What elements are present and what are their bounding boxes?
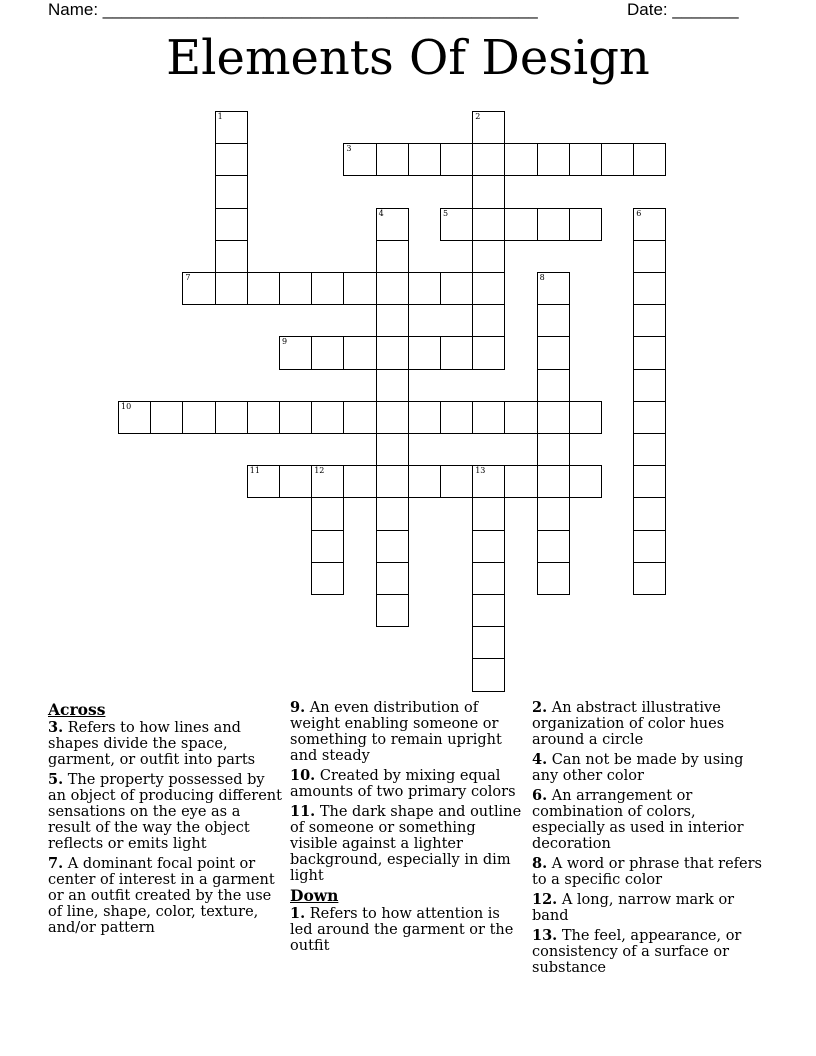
clue-number: 5. xyxy=(48,771,64,788)
clue-number: 12. xyxy=(532,891,558,908)
grid-cell[interactable] xyxy=(343,143,376,176)
clue-text: The feel, appearance, or consistency of a surface or substance xyxy=(532,928,742,976)
clue-number: 4. xyxy=(532,751,548,768)
clue-number: 9. xyxy=(290,699,306,716)
grid-cell[interactable] xyxy=(376,208,409,241)
grid-cell[interactable] xyxy=(537,497,570,530)
grid-cell[interactable] xyxy=(279,401,312,434)
clue-text: Created by mixing equal amounts of two primary colors xyxy=(290,768,516,800)
clue-text: The property possessed by an object of producing different sensations on the eye as a result of the way the object reflects or emits light xyxy=(48,772,282,852)
grid-cell[interactable] xyxy=(472,143,505,176)
grid-cell[interactable] xyxy=(472,401,505,434)
clue-number-label: 10 xyxy=(121,401,132,411)
grid-cell[interactable] xyxy=(408,143,441,176)
grid-cell[interactable] xyxy=(472,465,505,498)
clue-number-label: 4 xyxy=(378,208,384,218)
clue-across-9 xyxy=(290,700,525,764)
clue-text: A long, narrow mark or band xyxy=(532,892,735,924)
clue-number-label: 3 xyxy=(346,144,352,154)
grid-cell[interactable] xyxy=(279,336,312,369)
grid-cell[interactable] xyxy=(215,272,248,305)
grid-cell[interactable] xyxy=(311,272,344,305)
grid-cell[interactable] xyxy=(472,240,505,273)
grid-cell[interactable] xyxy=(633,433,666,466)
grid-cell[interactable] xyxy=(376,304,409,337)
clues-column-3 xyxy=(532,700,767,980)
grid-cell[interactable] xyxy=(215,401,248,434)
grid-cell[interactable] xyxy=(569,465,602,498)
clue-number-label: 7 xyxy=(185,273,191,282)
grid-cell[interactable] xyxy=(376,562,409,595)
clue-number: 7. xyxy=(48,855,64,872)
grid-cell[interactable] xyxy=(182,401,215,434)
grid-cell[interactable] xyxy=(633,240,666,273)
grid-cell[interactable] xyxy=(376,143,409,176)
grid-cell[interactable] xyxy=(408,401,441,434)
grid-cell[interactable] xyxy=(569,143,602,176)
grid-cell[interactable] xyxy=(633,143,666,176)
grid-cell[interactable] xyxy=(633,465,666,498)
grid-cell[interactable] xyxy=(215,111,248,144)
grid-cell[interactable] xyxy=(504,208,537,241)
grid-cell[interactable] xyxy=(376,401,409,434)
grid-cell[interactable] xyxy=(633,401,666,434)
clue-across-11 xyxy=(290,804,525,884)
grid-cell[interactable] xyxy=(376,594,409,627)
grid-cell[interactable] xyxy=(376,369,409,402)
grid-cell[interactable] xyxy=(472,272,505,305)
grid-cell[interactable] xyxy=(440,465,473,498)
clue-text: A dominant focal point or center of interest in a garment or an outfit created by the use of line, shape, color, texture, and/or pattern xyxy=(48,856,275,936)
grid-cell[interactable] xyxy=(343,401,376,434)
clue-text: Can not be made by using any other color xyxy=(532,752,744,784)
grid-cell[interactable] xyxy=(472,111,505,144)
clue-number: 11. xyxy=(290,803,316,820)
clue-number: 2. xyxy=(532,699,548,716)
grid-cell[interactable] xyxy=(215,175,248,208)
grid-cell[interactable] xyxy=(472,658,505,691)
clue-number-label: 9 xyxy=(282,337,288,347)
grid-cell[interactable] xyxy=(504,465,537,498)
clue-number-label: 2 xyxy=(475,112,481,121)
clue-number: 3. xyxy=(48,719,64,736)
grid-cell[interactable] xyxy=(633,304,666,337)
clues-column-2 xyxy=(290,700,525,958)
clue-text: An abstract illustrative organization of color hues around a circle xyxy=(532,700,725,748)
clue-text: A word or phrase that refers to a specific color xyxy=(532,856,762,888)
grid-cell[interactable] xyxy=(472,175,505,208)
grid-cell[interactable] xyxy=(247,465,280,498)
clue-down-4 xyxy=(532,752,767,784)
grid-cell[interactable] xyxy=(408,336,441,369)
grid-cell[interactable] xyxy=(311,562,344,595)
grid-cell[interactable] xyxy=(537,369,570,402)
grid-cell[interactable] xyxy=(440,401,473,434)
grid-cell[interactable] xyxy=(247,401,280,434)
grid-cell[interactable] xyxy=(472,336,505,369)
grid-cell[interactable] xyxy=(537,562,570,595)
clue-down-8 xyxy=(532,856,767,888)
clue-number: 6. xyxy=(532,787,548,804)
clues-column-1 xyxy=(48,700,283,940)
grid-cell[interactable] xyxy=(343,272,376,305)
grid-cell[interactable] xyxy=(150,401,183,434)
grid-cell[interactable] xyxy=(440,272,473,305)
grid-cell[interactable] xyxy=(311,401,344,434)
grid-cell[interactable] xyxy=(504,143,537,176)
grid-cell[interactable] xyxy=(440,143,473,176)
clue-text: An arrangement or combination of colors, especially as used in interior decoration xyxy=(532,788,744,852)
clue-down-13 xyxy=(532,928,767,976)
grid-cell[interactable] xyxy=(311,497,344,530)
grid-cell[interactable] xyxy=(440,336,473,369)
grid-cell[interactable] xyxy=(569,401,602,434)
grid-cell[interactable] xyxy=(633,208,666,241)
grid-cell[interactable] xyxy=(633,369,666,402)
clue-down-6 xyxy=(532,788,767,852)
grid-cell[interactable] xyxy=(537,401,570,434)
clue-number: 1. xyxy=(290,905,306,922)
page-title: Elements Of Design xyxy=(166,30,650,86)
clue-down-2 xyxy=(532,700,767,748)
grid-cell[interactable] xyxy=(601,143,634,176)
grid-cell[interactable] xyxy=(279,465,312,498)
grid-cell[interactable] xyxy=(537,143,570,176)
grid-cell[interactable] xyxy=(118,401,151,434)
date-field: Date: _______ xyxy=(627,0,739,19)
clue-number-label: 1 xyxy=(217,112,223,121)
grid-cell[interactable] xyxy=(633,562,666,595)
grid-cell[interactable] xyxy=(472,626,505,659)
grid-cell[interactable] xyxy=(633,497,666,530)
grid-cell[interactable] xyxy=(343,336,376,369)
grid-cell[interactable] xyxy=(279,272,312,305)
clue-down-12 xyxy=(532,892,767,924)
down-heading: Down xyxy=(290,886,339,905)
grid-cell[interactable] xyxy=(537,465,570,498)
grid-cell[interactable] xyxy=(376,272,409,305)
clue-across-10 xyxy=(290,768,525,800)
clue-number-label: 12 xyxy=(314,466,325,476)
clue-across-7 xyxy=(48,856,283,936)
grid-cell[interactable] xyxy=(472,304,505,337)
clue-across-3 xyxy=(48,720,283,768)
grid-cell[interactable] xyxy=(311,336,344,369)
grid-cell[interactable] xyxy=(215,240,248,273)
grid-cell[interactable] xyxy=(472,594,505,627)
grid-cell[interactable] xyxy=(376,433,409,466)
grid-cell[interactable] xyxy=(376,530,409,563)
clue-text: The dark shape and outline of someone or something visible against a lighter background, especially in dim light xyxy=(290,804,522,884)
grid-cell[interactable] xyxy=(537,530,570,563)
clue-number-label: 5 xyxy=(443,208,449,218)
grid-cell[interactable] xyxy=(569,208,602,241)
grid-cell[interactable] xyxy=(376,465,409,498)
grid-cell[interactable] xyxy=(537,433,570,466)
grid-cell[interactable] xyxy=(633,530,666,563)
grid-cell[interactable] xyxy=(376,497,409,530)
grid-cell[interactable] xyxy=(215,208,248,241)
across-heading: Across xyxy=(48,700,106,719)
grid-cell[interactable] xyxy=(537,336,570,369)
grid-cell[interactable] xyxy=(504,401,537,434)
grid-cell[interactable] xyxy=(376,240,409,273)
grid-cell[interactable] xyxy=(472,497,505,530)
grid-cell[interactable] xyxy=(408,272,441,305)
grid-cell[interactable] xyxy=(472,530,505,563)
grid-cell[interactable] xyxy=(633,336,666,369)
grid-cell[interactable] xyxy=(247,272,280,305)
grid-cell[interactable] xyxy=(408,465,441,498)
grid-cell[interactable] xyxy=(343,465,376,498)
clue-across-5 xyxy=(48,772,283,852)
grid-cell[interactable] xyxy=(537,304,570,337)
grid-cell[interactable] xyxy=(182,272,215,305)
clue-number-label: 13 xyxy=(475,466,486,476)
clue-text: An even distribution of weight enabling someone or something to remain upright and steady xyxy=(290,700,502,764)
grid-cell[interactable] xyxy=(633,272,666,305)
grid-cell[interactable] xyxy=(537,272,570,305)
clue-number: 10. xyxy=(290,767,316,784)
grid-cell[interactable] xyxy=(440,208,473,241)
grid-cell[interactable] xyxy=(311,530,344,563)
grid-cell[interactable] xyxy=(376,336,409,369)
clue-number-label: 6 xyxy=(636,208,642,218)
clue-number: 13. xyxy=(532,927,558,944)
clue-text: Refers to how attention is led around the garment or the outfit xyxy=(290,906,514,954)
clue-down-1 xyxy=(290,906,525,954)
clue-number-label: 11 xyxy=(249,466,260,476)
grid-cell[interactable] xyxy=(472,562,505,595)
clue-number-label: 8 xyxy=(539,273,545,282)
name-field: Name: ______________________________________________ xyxy=(48,0,538,19)
clue-number: 8. xyxy=(532,855,548,872)
grid-cell[interactable] xyxy=(537,208,570,241)
grid-cell[interactable] xyxy=(215,143,248,176)
clue-text: Refers to how lines and shapes divide the space, garment, or outfit into parts xyxy=(48,720,256,768)
grid-cell[interactable] xyxy=(311,465,344,498)
grid-cell[interactable] xyxy=(472,208,505,241)
